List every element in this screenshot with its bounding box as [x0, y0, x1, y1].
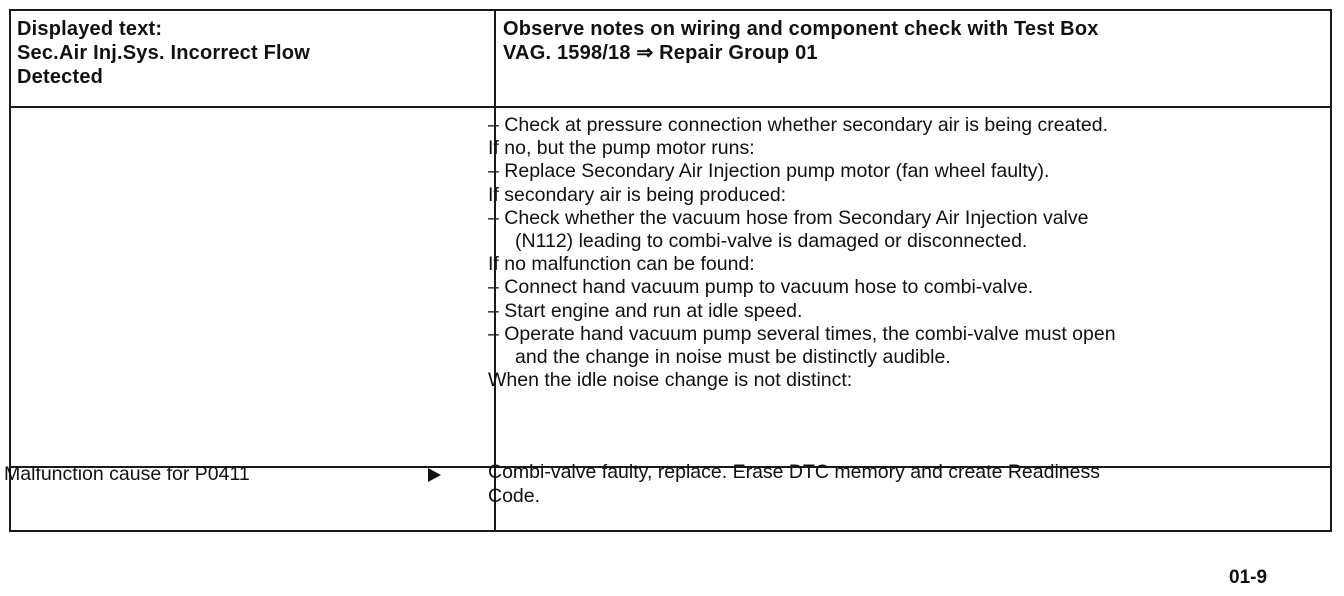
- step-line: – Check at pressure connection whether secondary air is being created.: [488, 114, 1109, 136]
- header-right-line1: Observe notes on wiring and component check with Test Box: [503, 18, 1099, 40]
- step-line: and the change in noise must be distinctly audible.: [515, 346, 951, 369]
- malfunction-cause-label: Malfunction cause for P0411: [4, 463, 250, 485]
- notes-header: [503, 17, 1328, 65]
- step-line: – Check whether the vacuum hose from Secondary Air Injection valve: [488, 206, 1089, 229]
- header-left-line1: Displayed text:: [17, 18, 163, 40]
- malfunction-remedy: [488, 460, 1308, 508]
- step-line: If secondary air is being produced:: [488, 183, 787, 206]
- header-divider: [11, 106, 1330, 108]
- displayed-text-header: [17, 17, 487, 89]
- right-triangle-icon: [428, 468, 441, 482]
- step-line: If no malfunction can be found:: [488, 253, 755, 276]
- step-line: (N112) leading to combi-valve is damaged or disconnected.: [515, 230, 1028, 253]
- step-line: – Connect hand vacuum pump to vacuum hose to combi-valve.: [488, 276, 1034, 299]
- header-right-line2: VAG. 1598/18 ⇒ Repair Group 01: [503, 42, 818, 64]
- step-line: – Start engine and run at idle speed.: [488, 299, 803, 322]
- remedy-line2: Code.: [488, 485, 541, 507]
- procedure-steps: [488, 114, 1318, 392]
- header-left-line2: Sec.Air Inj.Sys. Incorrect Flow: [17, 42, 310, 64]
- step-line: When the idle noise change is not distinct:: [488, 369, 853, 392]
- page-number: 01-9: [1229, 567, 1268, 588]
- step-line: – Operate hand vacuum pump several times, the combi-valve must open: [488, 322, 1116, 345]
- remedy-line1: Combi-valve faulty, replace. Erase DTC memory and create Readiness: [488, 461, 1100, 483]
- header-left-line3: Detected: [17, 66, 104, 88]
- step-line: – Replace Secondary Air Injection pump motor (fan wheel faulty).: [488, 160, 1050, 183]
- step-line: If no, but the pump motor runs:: [488, 137, 755, 160]
